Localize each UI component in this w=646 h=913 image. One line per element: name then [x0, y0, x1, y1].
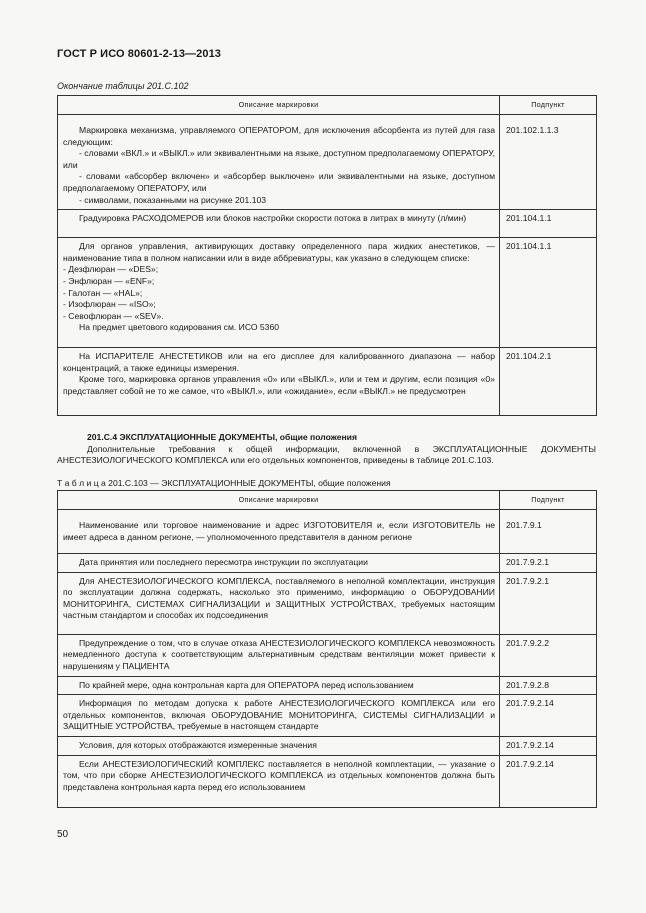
row-text: Наименование или торговое наименование и адрес ИЗГОТОВИТЕЛЯ и, если ИЗГОТОВИТЕЛЬ не имеет адреса в данном регионе, — уполномоченного представителя в данном регионе — [63, 520, 495, 542]
subclause-ref: 201.7.9.2.2 — [500, 634, 597, 676]
row-text: Информация по методам допуска к работе АНЕСТЕЗИОЛОГИЧЕСКОГО КОМПЛЕКСА или его отдельных компонентов, включая ОБОРУДОВАНИЕ МОНИТОРИНГА, СИСТЕМЫ СИГНАЛИЗАЦИИ и ЗАЩИТНЫЕ УСТРОЙСТВА, требуемые в настоящем стандарте — [63, 698, 495, 732]
subclause-ref: 201.7.9.2.14 — [500, 755, 597, 807]
row-text: Кроме того, маркировка органов управления «0» или «ВЫКЛ.», или и тем и другим, если позиция «0» представляет собой не то же самое, что «ВЫКЛ.», или «ожидание», если «ВЫКЛ.» не предусмотрен — [63, 374, 495, 396]
subclause-ref: 201.7.9.1 — [500, 510, 597, 554]
row-text: На ИСПАРИТЕЛЕ АНЕСТЕТИКОВ или на его дисплее для калиброванного диапазона — набор концентраций, а также единицы измерения. — [63, 351, 495, 373]
table-header-row — [58, 96, 597, 115]
table-row — [58, 634, 597, 676]
row-text: Для органов управления, активирующих доставку определенного пара жидких анестетиков, — наименование типа в полном написании или в виде аббревиатуры, как указано в следующем списке: — [63, 241, 495, 263]
table-row — [58, 115, 597, 210]
section-201-c-4 — [57, 432, 596, 467]
subclause-ref: 201.7.9.2.1 — [500, 572, 597, 634]
table-row — [58, 736, 597, 755]
document-header: ГОСТ Р ИСО 80601-2-13—2013 — [57, 48, 222, 60]
list-item: - Дезфлюран — «DES»; — [63, 264, 159, 275]
row-text: На предмет цветового кодирования см. ИСО 5360 — [79, 322, 280, 333]
table-continuation-caption: Окончание таблицы 201.С.102 — [57, 81, 189, 91]
table-row — [58, 572, 597, 634]
row-text: Дата принятия или последнего пересмотра инструкции по эксплуатации — [79, 557, 368, 567]
column-header-description: Описание маркировки — [58, 96, 500, 115]
subclause-ref: 201.7.9.2.8 — [500, 676, 597, 695]
column-header-subclause: Подпункт — [500, 491, 597, 510]
subclause-ref: 201.7.9.2.1 — [500, 554, 597, 573]
subclause-ref: 201.7.9.2.14 — [500, 695, 597, 737]
subclause-ref: 201.102.1.1.3 — [500, 115, 597, 210]
column-header-subclause: Подпункт — [500, 96, 597, 115]
list-item: - Энфлюран — «ENF»; — [63, 275, 155, 286]
row-text: Маркировка механизма, управляемого ОПЕРАТОРОМ, для исключения абсорбента из путей для газа следующим: — [63, 125, 495, 147]
row-text: - словами «ВКЛ.» и «ВЫКЛ.» или эквивалентными на языке, доступном предполагаемому ОПЕРАТОРУ, или — [63, 148, 495, 170]
list-item: - Севофлюран — «SEV». — [63, 310, 164, 321]
marking-table-102 — [57, 95, 597, 416]
table-caption: Т а б л и ц а 201.С.103 — ЭКСПЛУАТАЦИОННЫЕ ДОКУМЕНТЫ, общие положения — [57, 478, 391, 488]
table-header-row — [58, 491, 597, 510]
table-row — [58, 755, 597, 807]
row-text: - символами, показанными на рисунке 201.103 — [79, 194, 267, 205]
row-text: Предупреждение о том, что в случае отказа АНЕСТЕЗИОЛОГИЧЕСКОГО КОМПЛЕКСА невозможность немедленного доступа к соответствующим альтернативным средствам вентиляции может привести к нарушениям у ПАЦИЕНТА — [63, 637, 495, 671]
table-row — [58, 554, 597, 573]
list-item: - Галотан — «HAL»; — [63, 287, 143, 298]
row-text: Градуировка РАСХОДОМЕРОВ или блоков настройки скорости потока в литрах в минуту (л/мин) — [79, 213, 467, 224]
table-row — [58, 238, 597, 348]
row-text: По крайней мере, одна контрольная карта для ОПЕРАТОРА перед использованием — [79, 679, 414, 690]
operating-documents-table-103 — [57, 490, 597, 808]
row-text: Для АНЕСТЕЗИОЛОГИЧЕСКОГО КОМПЛЕКСА, поставляемого в неполной комплектации, инструкция по эксплуатации должна содержать, насколько это применимо, информацию о ОБОРУДОВАНИИ МОНИТОРИНГА, СИСТЕМАХ СИГНАЛИЗАЦИИ и ЗАЩИТНЫХ УСТРОЙСТВАХ, требуемых настоящим частным стандартом и способах их подсоединения — [63, 575, 495, 621]
table-row — [58, 695, 597, 737]
subclause-ref: 201.104.2.1 — [500, 348, 597, 416]
page-number: 50 — [57, 829, 69, 840]
subclause-ref: 201.104.1.1 — [500, 238, 597, 348]
subclause-ref: 201.104.1.1 — [500, 210, 597, 238]
table-row — [58, 348, 597, 416]
row-text: - словами «абсорбер включен» и «абсорбер выключен» или эквивалентными на языке, доступном предполагаемому ОПЕРАТОРУ, или — [63, 171, 495, 193]
row-text: Если АНЕСТЕЗИОЛОГИЧЕСКИЙ КОМПЛЕКС поставляется в неполной комплектации, — указание о том, что при сборке АНЕСТЕЗИОЛОГИЧЕСКОГО КОМПЛЕКСА из отдельных компонентов должна быть представлена контрольная карта перед его использованием — [63, 758, 495, 792]
section-heading: 201.С.4 ЭКСПЛУАТАЦИОННЫЕ ДОКУМЕНТЫ, общие положения — [87, 432, 357, 442]
table-row — [58, 510, 597, 554]
section-text: Дополнительные требования к общей информации, включенной в ЭКСПЛУАТАЦИОННЫЕ ДОКУМЕНТЫ АНЕСТЕЗИОЛОГИЧЕСКОГО КОМПЛЕКСА или его отдельных компонентов, приведены в таблице 201.С.103. — [57, 443, 596, 466]
table-row — [58, 676, 597, 695]
table-row — [58, 210, 597, 238]
column-header-description: Описание маркировки — [58, 491, 500, 510]
row-text: Условия, для которых отображаются измеренные значения — [79, 739, 317, 750]
subclause-ref: 201.7.9.2.14 — [500, 736, 597, 755]
list-item: - Изофлюран — «ISO»; — [63, 299, 156, 310]
